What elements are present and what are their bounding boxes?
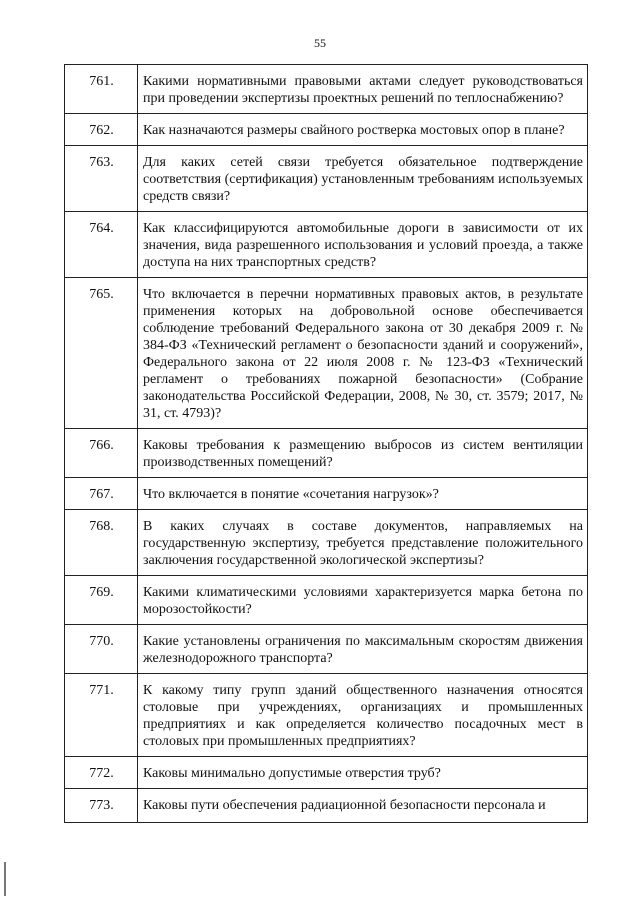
question-text: В каких случаях в составе документов, направляемых на государственную экспертизу, требуется представление положительного заключения государственной экологической экспертизы?	[138, 510, 588, 576]
table-row	[65, 789, 588, 823]
question-text: Что включается в понятие «сочетания нагрузок»?	[138, 478, 588, 510]
questions-table	[64, 64, 588, 823]
table-row	[65, 114, 588, 146]
question-number: 762.	[65, 114, 138, 146]
question-text: Что включается в перечни нормативных правовых актов, в результате применения которых на добровольной основе обеспечивается соблюдение требований Федерального закона от 30 декабря 2009 г. № 384-ФЗ «Технический регламент о безопасности зданий и сооружений», Федерального закона от 22 июля 2008 г. № 123-ФЗ «Технический регламент о требованиях пожарной безопасности» (Собрание законодательства Российской Федерации, 2008, № 30, ст. 3579; 2017, № 31, ст. 4793)?	[138, 278, 588, 429]
table-row	[65, 625, 588, 674]
question-text: Как назначаются размеры свайного ростверка мостовых опор в плане?	[138, 114, 588, 146]
question-number: 764.	[65, 212, 138, 278]
table-row	[65, 65, 588, 114]
question-number: 770.	[65, 625, 138, 674]
question-text: Какие установлены ограничения по максимальным скоростям движения железнодорожного транспорта?	[138, 625, 588, 674]
table-row	[65, 510, 588, 576]
table-row	[65, 757, 588, 789]
question-number: 761.	[65, 65, 138, 114]
table-row	[65, 429, 588, 478]
table-row	[65, 212, 588, 278]
table-row	[65, 146, 588, 212]
question-text: Какими климатическими условиями характеризуется марка бетона по морозостойкости?	[138, 576, 588, 625]
question-text: Каковы минимально допустимые отверстия труб?	[138, 757, 588, 789]
question-number: 769.	[65, 576, 138, 625]
question-number: 766.	[65, 429, 138, 478]
page-number: 55	[314, 36, 326, 50]
question-text: Каковы пути обеспечения радиационной безопасности персонала и	[138, 789, 588, 823]
question-number: 765.	[65, 278, 138, 429]
table-row	[65, 478, 588, 510]
question-text: К какому типу групп зданий общественного назначения относятся столовые при учреждениях, организациях и промышленных предприятиях и как определяется количество посадочных мест в столовых при промышленных предприятиях?	[138, 674, 588, 757]
question-number: 771.	[65, 674, 138, 757]
table-row	[65, 278, 588, 429]
question-text: Для каких сетей связи требуется обязательное подтверждение соответствия (сертификация) установленным требованиям используемых средств связи?	[138, 146, 588, 212]
question-number: 768.	[65, 510, 138, 576]
question-text: Какими нормативными правовыми актами следует руководствоваться при проведении экспертизы проектных решений по теплоснабжению?	[138, 65, 588, 114]
question-number: 767.	[65, 478, 138, 510]
scan-edge-mark	[4, 862, 6, 896]
table-row	[65, 674, 588, 757]
question-text: Каковы требования к размещению выбросов из систем вентиляции производственных помещений?	[138, 429, 588, 478]
question-text: Как классифицируются автомобильные дороги в зависимости от их значения, вида разрешенного использования и условий проезда, а также доступа на них транспортных средств?	[138, 212, 588, 278]
question-number: 763.	[65, 146, 138, 212]
question-number: 773.	[65, 789, 138, 823]
table-row	[65, 576, 588, 625]
question-number: 772.	[65, 757, 138, 789]
